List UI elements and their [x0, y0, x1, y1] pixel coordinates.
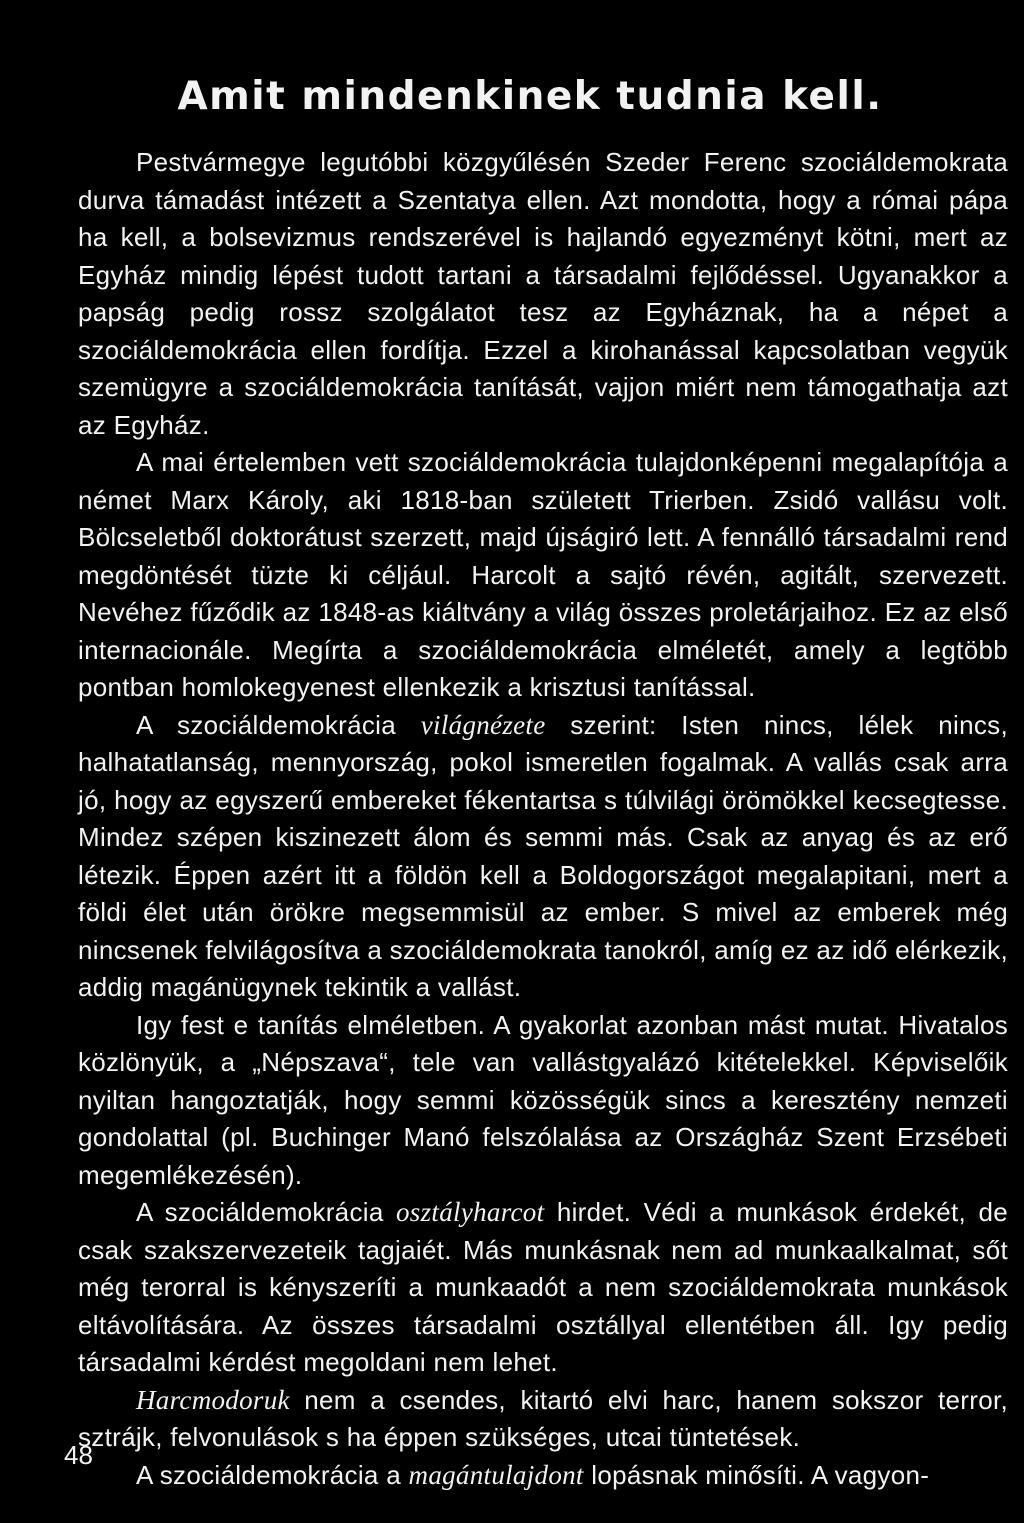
emphasized-text: világnézete	[420, 709, 546, 740]
paragraph	[78, 1007, 1008, 1195]
paragraph	[78, 144, 1008, 444]
paragraph	[78, 1382, 1008, 1457]
page-number: 48	[64, 1440, 93, 1470]
text-segment: A szociáldemokrácia	[136, 709, 421, 740]
paragraph	[78, 1457, 1008, 1495]
text-segment: lopásnak minősíti. A vagyon-	[583, 1459, 930, 1490]
emphasized-text: osztályharcot	[396, 1197, 545, 1227]
paragraph	[78, 707, 1008, 1007]
paragraph	[78, 444, 1008, 707]
body-text	[78, 144, 1008, 1494]
text-segment: Igy fest e tanítás elméletben. A gyakorlat azonban mást mutat. Hivatalos közlönyük, a „Népszava“, tele van vallástgyalázó kitételekkel. Képviselőik nyiltan hangoztatják, hogy semmi közösségük sincs a keresztény nemzeti gondolattal (pl. Buchinger Manó felszólalása az Országház Szent Erzsébeti megemlékezésén).	[78, 1009, 1008, 1190]
text-segment: hirdet. Védi a munkások érdekét, de csak szakszervezeteik tagjaiét. Más munkásnak nem ad munkaalkalmat, sőt még terorral is kényszeríti a munkaadót a nem szociáldemokrata munkások eltávolítására. Az összes társadalmi osztállyal ellentétben áll. Igy pedig társadalmi kérdést megoldani nem lehet.	[78, 1197, 1008, 1377]
text-segment: A mai értelemben vett szociáldemokrácia tulajdonképenni megalapítója a német Marx Károly, aki 1818-ban született Trierben. Zsidó vallásu volt. Bölcseletből doktorátust szerzett, majd újságiró lett. A fennálló társadalmi rend megdöntését tüzte ki céljául. Harcolt a sajtó révén, agitált, szervezett. Nevéhez fűződik az 1848-as kiáltvány a világ összes proletárjaihoz. Ez az első internacionále. Megírta a szociáldemokrácia elméletét, amely a legtöbb pontban homlokegyenest ellenkezik a krisztusi tanítással.	[78, 447, 1008, 702]
emphasized-text: magántulajdont	[408, 1459, 584, 1490]
emphasized-text: Harcmodoruk	[136, 1384, 290, 1415]
page-title: Amit mindenkinek tudnia kell.	[177, 74, 883, 119]
text-segment: Pestvármegye legutóbbi közgyűlésén Szeder Ferenc szociáldemokrata durva támadást intézett a Szentatya ellen. Azt mondotta, hogy a római pápa ha kell, a bolsevizmus rendszerével is hajlandó egyezményt kötni, mert az Egyház mindig lépést tudott tartani a társadalmi fejlődéssel. Ugyanakkor a papság pedig rossz szolgálatot tesz az Egyháznak, ha a népet a szociáldemokrácia ellen fordítja. Ezzel a kirohanással kapcsolatban vegyük szemügyre a szociáldemokrácia tanítását, vajjon miért nem támogathatja azt az Egyház.	[78, 147, 1008, 440]
text-segment: nem a csendes, kitartó elvi harc, hanem sokszor terror, sztrájk, felvonulások s ha éppen szükséges, utcai tüntetések.	[78, 1384, 1008, 1452]
text-segment: A szociáldemokrácia	[136, 1197, 396, 1227]
paragraph	[78, 1194, 1008, 1382]
text-segment: A szociáldemokrácia a	[136, 1459, 409, 1490]
text-segment: szerint: Isten nincs, lélek nincs, halhatatlanság, mennyország, pokol ismeretlen fogalmak. A vallás csak arra jó, hogy az egyszerű embereket fékentartsa s túlvilági örömökkel kecsegtesse. Mindez szépen kiszinezett álom és semmi más. Csak az anyag és az erő létezik. Éppen azért itt a földön kell a Boldogországot megalapitani, mert a földi élet után örökre megsemmisül az ember. S mivel az emberek még nincsenek felvilágosítva a szociáldemokrata tanokról, amíg ez az idő elérkezik, addig magánügynek tekintik a vallást.	[78, 709, 1008, 1002]
